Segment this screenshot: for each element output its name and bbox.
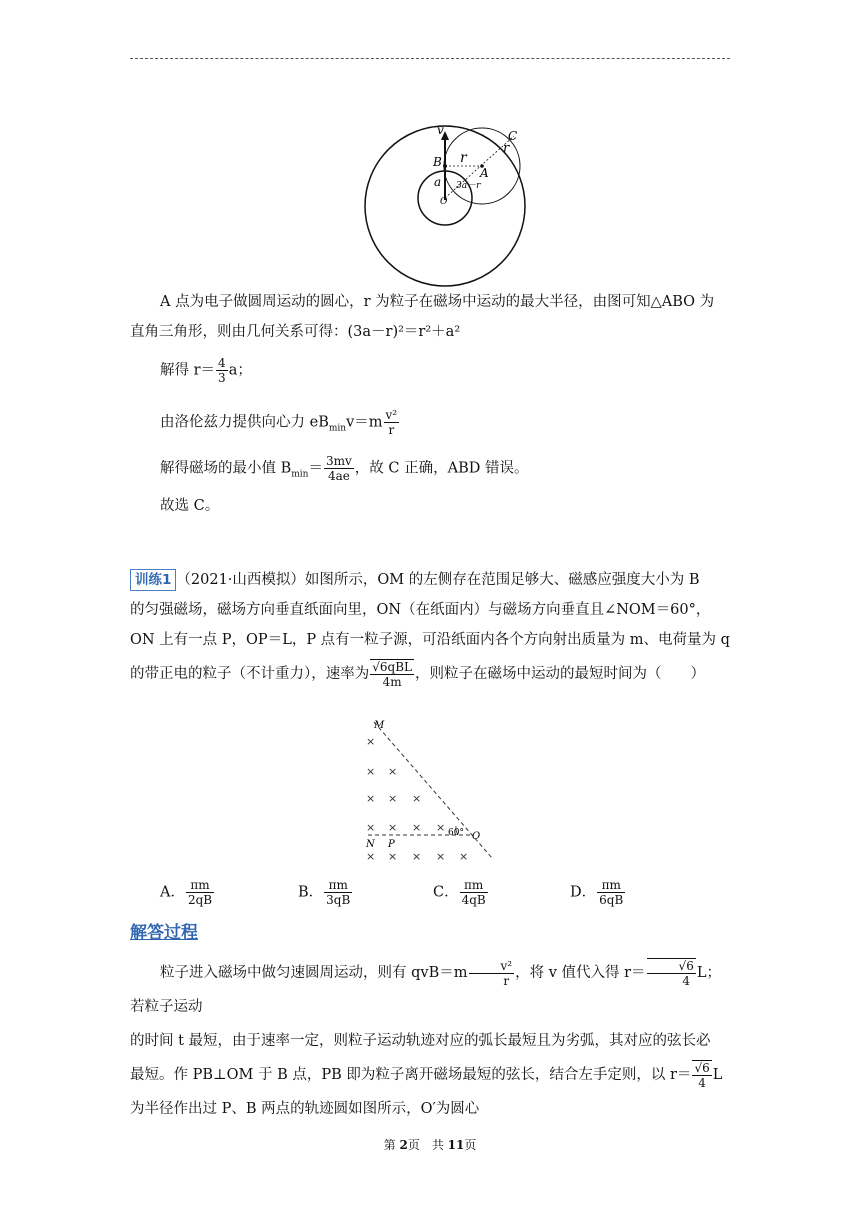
label-O: O: [440, 197, 448, 207]
field-cross: ×: [436, 821, 446, 834]
figure-magnetic-field: [360, 716, 500, 862]
field-crosses: [366, 735, 468, 862]
page-footer: 第 2页 共 11页: [383, 1138, 477, 1152]
field-cross: ×: [412, 792, 422, 805]
exercise-1: [130, 565, 732, 693]
exercise-line-2: 的匀强磁场，磁场方向垂直纸面向里，ON（在纸面内）与磁场方向垂直且∠NOM＝60°，: [130, 602, 711, 618]
analysis-line-1: A 点为电子做圆周运动的圆心，r 为粒子在磁场中运动的最大半径，由图可知△ABO 为: [160, 294, 715, 310]
label-a: a: [434, 175, 442, 189]
lorentz-line: 由洛伦兹力提供向心力 $eB_{min}v=m$ $\frac{\text{v²}}{r}$: [160, 408, 398, 437]
analysis-line-2: 直角三角形，则由几何关系可得：(3a－r)²＝r²＋a²: [130, 324, 461, 340]
analysis-paragraph: [130, 287, 732, 347]
exercise-line-4: 的带正电的粒子（不计重力），速率为 $\frac{\text{√6qBL}}{4m}$ ，则粒子在磁场中运动的最短时间为（ ）: [130, 660, 705, 689]
label-C: C: [508, 129, 518, 143]
choice-b[interactable]: B． $\frac{\pi m}{3qB}$: [298, 878, 351, 907]
field-cross: ×: [366, 792, 376, 805]
exercise-line-3: ON 上有一点 P，OP＝L，P 点有一粒子源，可沿纸面内各个方向射出质量为 m、电荷量为 q: [130, 632, 730, 648]
label-O: O: [472, 831, 481, 842]
field-cross: ×: [366, 850, 376, 862]
field-cross: ×: [388, 821, 398, 834]
solution-line-3: 最短。作 PB⊥OM 于 B 点，PB 即为粒子离开磁场最短的弦长，结合左手定则，以 r＝ $\frac{√6}{4}$ L: [130, 1061, 723, 1090]
answer-choice-line: 故选 C。: [160, 498, 220, 514]
solve-r-line: 解得 r＝ $\frac{4}{3}$ a；: [160, 356, 252, 385]
solution-line-4: 为半径作出过 P、B 两点的轨迹圆如图所示，O′为圆心: [130, 1101, 480, 1117]
bmin-line: 解得磁场的最小值 $B_{min}=$ $\frac{3mv}{4ae}$ ，故 C 正确，ABD 错误。: [160, 454, 529, 483]
field-cross: ×: [412, 821, 422, 834]
page-number: 2: [399, 1138, 408, 1152]
field-cross: ×: [412, 850, 422, 862]
field-cross: ×: [366, 821, 376, 834]
choice-d[interactable]: D． $\frac{\pi m}{6qB}$: [570, 878, 624, 907]
figure-electron-orbit: [360, 122, 534, 292]
field-cross: ×: [366, 735, 376, 748]
label-B: B: [433, 155, 442, 169]
exercise-label: 训练1: [130, 569, 176, 591]
solution-paragraph: [130, 956, 732, 1126]
field-cross: ×: [366, 765, 376, 778]
label-r2: r: [503, 141, 510, 156]
solution-line-1: 粒子进入磁场中做匀速圆周运动，则有 qvB＝m $\frac{\text{v²}}{r}$ ，将 v 值代入得 r＝ $\frac{√6}{4}$ L；若粒子运动: [130, 958, 721, 1015]
label-M: M: [374, 720, 385, 731]
field-cross: ×: [388, 850, 398, 862]
choice-a[interactable]: A． $\frac{\pi m}{2qB}$: [160, 878, 213, 907]
header-divider: [130, 58, 730, 59]
total-pages: 11: [447, 1138, 465, 1152]
exercise-line-1: 训练1 （2021·山西模拟）如图所示，OM 的左侧存在范围足够大、磁感应强度大小为 B: [130, 565, 732, 595]
field-cross: ×: [388, 765, 398, 778]
field-cross: ×: [459, 850, 469, 862]
label-60: 60°: [448, 828, 464, 838]
solution-line-2: 的时间 t 最短，由于速率一定，则粒子运动轨迹对应的弧长最短且为劣弧，其对应的弦长必: [130, 1033, 711, 1049]
choice-c[interactable]: C． $\frac{\pi m}{4qB}$: [433, 878, 486, 907]
field-cross: ×: [388, 792, 398, 805]
field-cross: ×: [436, 850, 446, 862]
label-r1: r: [460, 150, 467, 166]
label-N: N: [366, 839, 375, 850]
label-3a-r: 3a－r: [456, 181, 481, 191]
solution-title: 解答过程: [130, 923, 198, 943]
label-P: P: [388, 839, 395, 850]
label-v: v: [437, 123, 444, 137]
label-A: A: [480, 166, 489, 180]
